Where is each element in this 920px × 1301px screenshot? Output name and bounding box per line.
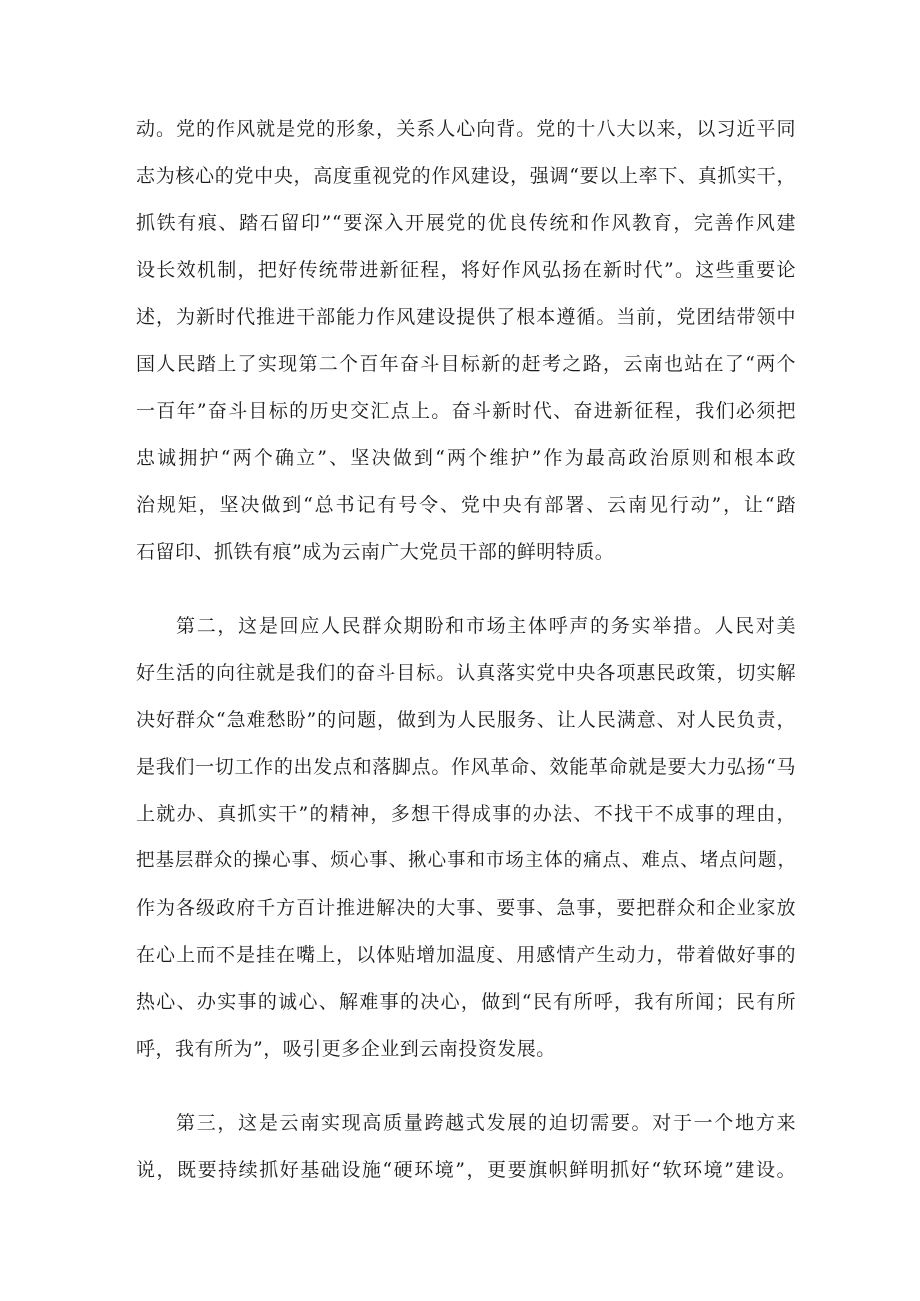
text-line: 一百年”奋斗目标的历史交汇点上。奋斗新时代、奋进新征程，我们必须把 <box>136 400 796 422</box>
text-line: 治规矩，坚决做到“总书记有号令、党中央有部署、云南见行动”，让“踏 <box>136 494 796 516</box>
text-line: 作为各级政府千方百计推进解决的大事、要事、急事，要把群众和企业家放 <box>136 897 796 919</box>
text-line: 在心上而不是挂在嘴上，以体贴增加温度、用感情产生动力，带着做好事的 <box>136 944 796 966</box>
text-line: 说，既要持续抓好基础设施“硬环境”，更要旗帜鲜明抓好“软环境”建设。 <box>136 1159 796 1181</box>
text-line: 是我们一切工作的出发点和落脚点。作风革命、效能革命就是要大力弘扬“马 <box>136 756 796 778</box>
text-line: 把基层群众的操心事、烦心事、揪心事和市场主体的痛点、难点、堵点问题， <box>136 850 796 871</box>
text-line: 热心、办实事的诚心、解难事的决心，做到“民有所呼，我有所闻；民有所 <box>136 991 796 1013</box>
text-line: 志为核心的党中央，高度重视党的作风建设，强调“要以上率下、真抓实干， <box>136 165 796 187</box>
text-line: 设长效机制，把好传统带进新征程，将好作风弘扬在新时代”。这些重要论 <box>136 259 796 281</box>
text-line: 忠诚拥护“两个确立”、坚决做到“两个维护”作为最高政治原则和根本政 <box>136 447 796 469</box>
text-line: 述，为新时代推进干部能力作风建设提供了根本遵循。当前，党团结带领中 <box>136 306 796 328</box>
text-line: 上就办、真抓实干”的精神，多想干得成事的办法、不找干不成事的理由， <box>136 803 796 825</box>
text-line: 第二，这是回应人民群众期盼和市场主体呼声的务实举措。人民对美 <box>176 615 796 637</box>
text-line: 动。党的作风就是党的形象，关系人心向背。党的十八大以来，以习近平同 <box>136 118 796 140</box>
text-line: 国人民踏上了实现第二个百年奋斗目标新的赶考之路，云南也站在了“两个 <box>136 353 796 375</box>
text-line: 决好群众“急难愁盼”的问题，做到为人民服务、让人民满意、对人民负责， <box>136 709 796 731</box>
text-line: 石留印、抓铁有痕”成为云南广大党员干部的鲜明特质。 <box>136 541 615 563</box>
text-line: 第三，这是云南实现高质量跨越式发展的迫切需要。对于一个地方来 <box>176 1112 796 1134</box>
text-line: 呼，我有所为”，吸引更多企业到云南投资发展。 <box>136 1038 556 1060</box>
text-line: 抓铁有痕、踏石留印”“要深入开展党的优良传统和作风教育，完善作风建 <box>136 212 796 234</box>
text-line: 好生活的向往就是我们的奋斗目标。认真落实党中央各项惠民政策，切实解 <box>136 662 796 684</box>
